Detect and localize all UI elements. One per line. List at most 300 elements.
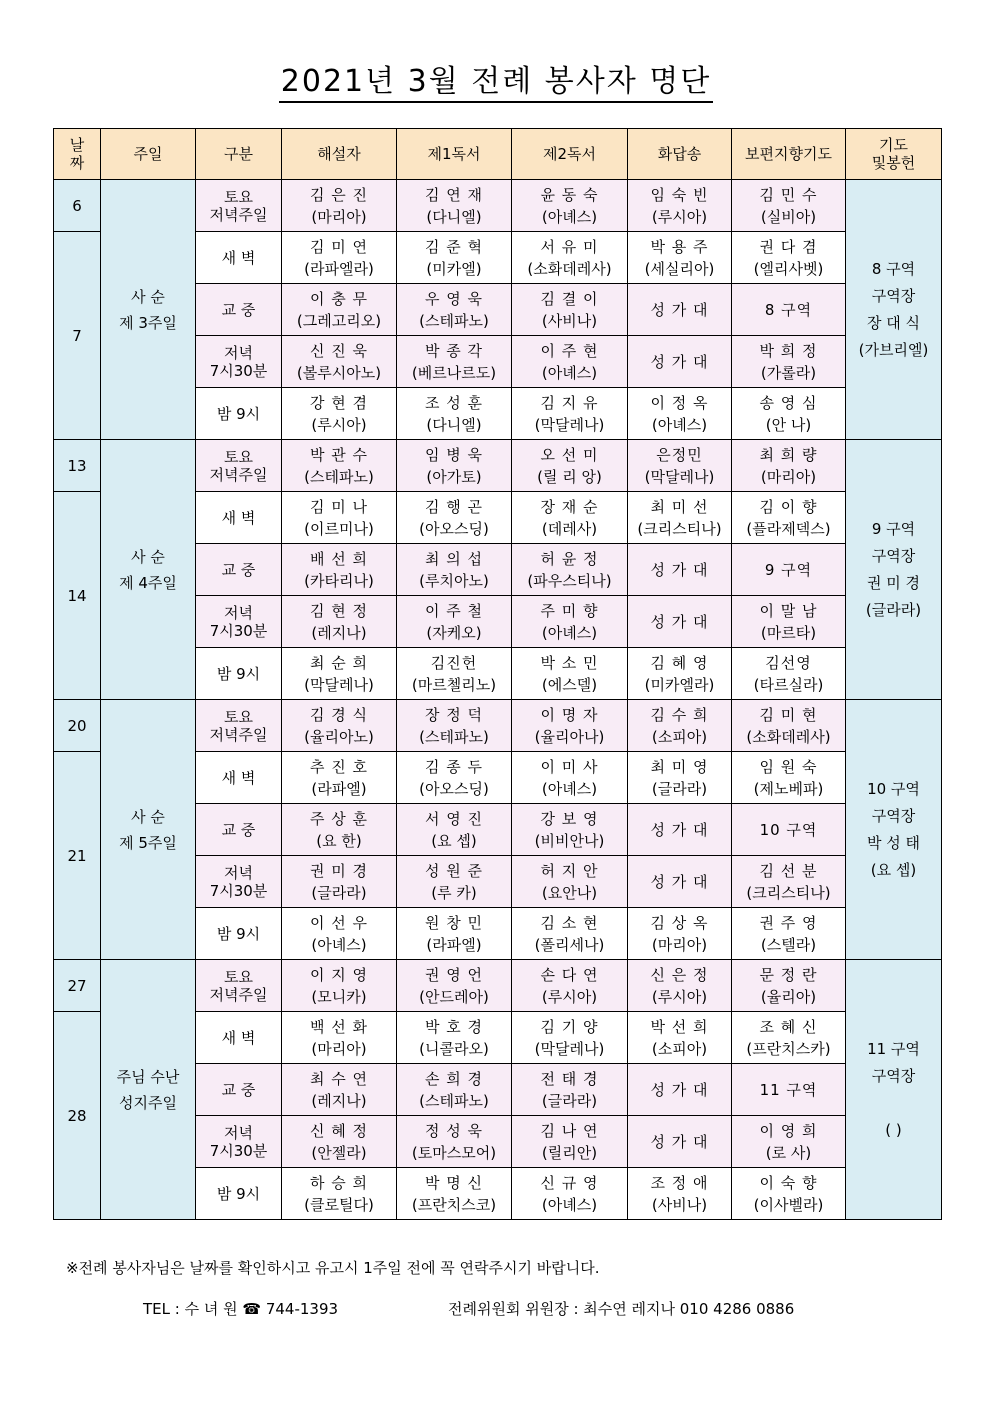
volunteer-name: 김 은 진 (309, 185, 368, 204)
volunteer-name: 성 가 대 (650, 872, 709, 891)
volunteer-name: 성 원 준 (424, 861, 483, 880)
service-time-cell: 새 벽 (196, 752, 282, 804)
volunteer-name: 김선영 (765, 653, 812, 672)
volunteer-cell (512, 856, 628, 908)
volunteer-name: 권 영 언 (424, 965, 483, 984)
baptismal-name: (율리아노) (304, 727, 374, 746)
volunteer-name: 주 미 향 (540, 601, 599, 620)
volunteer-cell (512, 804, 628, 856)
prayer-offering-cell: 11 구역 구역장 ( ) (846, 960, 942, 1220)
service-time-cell: 새 벽 (196, 1012, 282, 1064)
volunteer-cell (628, 908, 732, 960)
baptismal-name: (타르실라) (753, 675, 824, 694)
volunteer-cell (282, 440, 397, 492)
baptismal-name: (미카엘라) (644, 675, 715, 694)
baptismal-name: (스테파노) (419, 1091, 489, 1110)
volunteer-cell (628, 1064, 732, 1116)
volunteer-name: 전 태 경 (540, 1069, 599, 1088)
column-header: 화답송 (628, 129, 732, 180)
baptismal-name: (아녜스) (541, 623, 598, 642)
volunteer-name: 최 미 영 (650, 757, 709, 776)
baptismal-name: (에스델) (541, 675, 598, 694)
baptismal-name: (아오스딩) (419, 779, 489, 798)
baptismal-name: (아녜스) (541, 363, 598, 382)
volunteer-name: 이 충 무 (309, 289, 368, 308)
baptismal-name: (이사벨라) (753, 1195, 824, 1214)
volunteer-name: 김 소 현 (540, 913, 599, 932)
baptismal-name: (플라제덱스) (746, 519, 831, 538)
baptismal-name: (폴리세나) (534, 935, 605, 954)
volunteer-name: 이 정 옥 (650, 393, 709, 412)
date-cell: 13 (54, 440, 101, 492)
header-row (54, 129, 942, 180)
volunteer-name: 김 종 두 (424, 757, 483, 776)
volunteer-cell (628, 440, 732, 492)
baptismal-name: (레지나) (311, 1091, 367, 1110)
volunteer-cell (732, 180, 846, 232)
volunteer-name: 김 선 분 (759, 861, 818, 880)
volunteer-cell (512, 1012, 628, 1064)
baptismal-name: (모니카) (311, 987, 367, 1006)
notice-text: ※전례 봉사자님은 날짜를 확인하시고 유고시 1주일 전에 꼭 연락주시기 바랍니다. (66, 1259, 600, 1277)
table-row (54, 960, 942, 1012)
volunteer-cell (397, 700, 512, 752)
volunteer-name: 김 미 연 (309, 237, 368, 256)
volunteer-name: 김 미 나 (309, 497, 368, 516)
volunteer-name: 11 구역 (759, 1080, 818, 1099)
volunteer-name: 권 주 영 (759, 913, 818, 932)
volunteer-cell (732, 648, 846, 700)
prayer-offering-cell: 9 구역 구역장 권 미 경 (글라라) (846, 440, 942, 700)
volunteer-name: 성 가 대 (650, 300, 709, 319)
volunteer-name: 박 호 경 (424, 1017, 483, 1036)
volunteer-cell (282, 232, 397, 284)
volunteer-cell (628, 596, 732, 648)
volunteer-cell (732, 908, 846, 960)
volunteer-cell (732, 1168, 846, 1220)
baptismal-name: (사비나) (541, 311, 598, 330)
baptismal-name: (아녜스) (651, 415, 708, 434)
table-row (54, 440, 942, 492)
volunteer-name: 김 준 혁 (424, 237, 483, 256)
sunday-name-cell: 사 순 제 3주일 (101, 180, 196, 440)
volunteer-name: 주 상 훈 (309, 809, 368, 828)
baptismal-name: (아오스딩) (419, 519, 489, 538)
roster-table (53, 128, 942, 1220)
volunteer-name: 서 영 진 (424, 809, 483, 828)
baptismal-name: (안드레아) (419, 987, 489, 1006)
volunteer-cell (512, 1116, 628, 1168)
baptismal-name: (마르타) (760, 623, 817, 642)
date-cell: 21 (54, 752, 101, 960)
prayer-offering-cell: 8 구역 구역장 장 대 식 (가브리엘) (846, 180, 942, 440)
baptismal-name: (가롤라) (760, 363, 817, 382)
baptismal-name: (루 카) (431, 883, 477, 902)
baptismal-name: (글라라) (651, 779, 708, 798)
volunteer-cell (397, 856, 512, 908)
baptismal-name: (스테파노) (304, 467, 374, 486)
volunteer-name: 김 결 이 (540, 289, 599, 308)
baptismal-name: (라파엘라) (304, 259, 374, 278)
volunteer-cell (732, 544, 846, 596)
baptismal-name: (라파엘) (311, 779, 367, 798)
baptismal-name: (아녜스) (541, 1195, 598, 1214)
volunteer-name: 허 윤 정 (540, 549, 599, 568)
baptismal-name: (베르나르도) (411, 363, 497, 382)
service-time-cell: 밤 9시 (196, 1168, 282, 1220)
volunteer-cell (732, 804, 846, 856)
volunteer-name: 허 지 안 (540, 861, 599, 880)
baptismal-name: (다니엘) (426, 415, 482, 434)
volunteer-cell (628, 1012, 732, 1064)
volunteer-name: 손 다 연 (540, 965, 599, 984)
volunteer-name: 최 미 선 (650, 497, 709, 516)
baptismal-name: (루시아) (651, 207, 708, 226)
volunteer-name: 김 지 유 (540, 393, 599, 412)
volunteer-cell (282, 388, 397, 440)
volunteer-cell (732, 284, 846, 336)
volunteer-cell (397, 804, 512, 856)
service-time-cell: 새 벽 (196, 232, 282, 284)
volunteer-name: 김 수 희 (650, 705, 709, 724)
baptismal-name: (루시아) (541, 987, 598, 1006)
baptismal-name: (요 셉) (431, 831, 477, 850)
volunteer-cell (732, 960, 846, 1012)
baptismal-name: (크리스티나) (637, 519, 722, 538)
volunteer-cell (397, 960, 512, 1012)
column-header: 구분 (196, 129, 282, 180)
volunteer-cell (282, 648, 397, 700)
volunteer-name: 정 성 욱 (424, 1121, 483, 1140)
baptismal-name: (실비아) (760, 207, 817, 226)
volunteer-cell (732, 440, 846, 492)
volunteer-cell (397, 596, 512, 648)
service-time-cell: 밤 9시 (196, 388, 282, 440)
volunteer-cell (628, 492, 732, 544)
volunteer-cell (732, 232, 846, 284)
volunteer-cell (628, 284, 732, 336)
volunteer-cell (628, 804, 732, 856)
baptismal-name: (비비안나) (534, 831, 605, 850)
baptismal-name: (엘리사벳) (753, 259, 824, 278)
volunteer-name: 송 영 심 (759, 393, 818, 412)
volunteer-cell (282, 180, 397, 232)
volunteer-name: 서 유 미 (540, 237, 599, 256)
volunteer-name: 조 성 훈 (424, 393, 483, 412)
baptismal-name: (클로틸다) (304, 1195, 374, 1214)
volunteer-cell (282, 908, 397, 960)
volunteer-cell (732, 336, 846, 388)
volunteer-cell (512, 388, 628, 440)
date-cell: 14 (54, 492, 101, 700)
volunteer-name: 추 진 호 (309, 757, 368, 776)
baptismal-name: (스텔라) (760, 935, 817, 954)
baptismal-name: (루시아) (311, 415, 367, 434)
volunteer-cell (628, 180, 732, 232)
baptismal-name: (안젤라) (311, 1143, 367, 1162)
service-time-cell: 토요 저녁주일 (196, 960, 282, 1012)
baptismal-name: (파우스티나) (527, 571, 612, 590)
volunteer-name: 조 정 애 (650, 1173, 709, 1192)
volunteer-cell (282, 856, 397, 908)
volunteer-cell (628, 700, 732, 752)
volunteer-name: 신 규 영 (540, 1173, 599, 1192)
column-header: 해설자 (282, 129, 397, 180)
date-cell: 20 (54, 700, 101, 752)
volunteer-cell (732, 492, 846, 544)
baptismal-name: (아녜스) (541, 207, 598, 226)
volunteer-cell (512, 492, 628, 544)
volunteer-name: 원 창 민 (424, 913, 483, 932)
volunteer-name: 8 구역 (764, 300, 813, 319)
date-cell: 27 (54, 960, 101, 1012)
service-time-cell: 저녁 7시30분 (196, 336, 282, 388)
baptismal-name: (소피아) (651, 1039, 708, 1058)
baptismal-name: (막달레나) (534, 415, 605, 434)
volunteer-cell (397, 284, 512, 336)
baptismal-name: (아녜스) (541, 779, 598, 798)
volunteer-cell (397, 752, 512, 804)
volunteer-cell (282, 804, 397, 856)
service-time-cell: 저녁 7시30분 (196, 856, 282, 908)
volunteer-cell (397, 1064, 512, 1116)
volunteer-name: 김 이 향 (759, 497, 818, 516)
volunteer-name: 10 구역 (759, 820, 818, 839)
column-header: 기도 및봉헌 (846, 129, 942, 180)
volunteer-name: 우 영 욱 (424, 289, 483, 308)
volunteer-name: 김 미 현 (759, 705, 818, 724)
volunteer-cell (397, 1012, 512, 1064)
volunteer-name: 최 의 섭 (424, 549, 483, 568)
baptismal-name: (사비나) (651, 1195, 708, 1214)
service-time-cell: 토요 저녁주일 (196, 700, 282, 752)
volunteer-cell (628, 232, 732, 284)
volunteer-name: 이 주 철 (424, 601, 483, 620)
volunteer-cell (512, 1168, 628, 1220)
column-header: 주일 (101, 129, 196, 180)
volunteer-name: 강 보 영 (540, 809, 599, 828)
volunteer-cell (282, 492, 397, 544)
baptismal-name: (크리스티나) (746, 883, 831, 902)
baptismal-name: (볼루시아노) (296, 363, 382, 382)
volunteer-cell (282, 284, 397, 336)
volunteer-cell (512, 336, 628, 388)
service-time-cell: 밤 9시 (196, 908, 282, 960)
volunteer-name: 박 종 각 (424, 341, 483, 360)
volunteer-cell (512, 700, 628, 752)
service-time-cell: 저녁 7시30분 (196, 596, 282, 648)
volunteer-name: 김 기 양 (540, 1017, 599, 1036)
volunteer-cell (282, 544, 397, 596)
volunteer-name: 박 소 민 (540, 653, 599, 672)
service-time-cell: 새 벽 (196, 492, 282, 544)
baptismal-name: (프란치스코) (411, 1195, 497, 1214)
volunteer-name: 성 가 대 (650, 1080, 709, 1099)
volunteer-name: 이 미 사 (540, 757, 599, 776)
volunteer-name: 성 가 대 (650, 1132, 709, 1151)
volunteer-name: 박 관 수 (309, 445, 368, 464)
date-cell: 7 (54, 232, 101, 440)
volunteer-cell (282, 752, 397, 804)
volunteer-cell (512, 908, 628, 960)
baptismal-name: (마리아) (311, 1039, 367, 1058)
volunteer-name: 최 희 량 (759, 445, 818, 464)
volunteer-name: 이 영 희 (759, 1121, 818, 1140)
volunteer-name: 장 정 덕 (424, 705, 483, 724)
sunday-name-cell: 사 순 제 4주일 (101, 440, 196, 700)
volunteer-name: 이 숙 향 (759, 1173, 818, 1192)
baptismal-name: (니콜라오) (419, 1039, 489, 1058)
volunteer-cell (512, 232, 628, 284)
volunteer-name: 오 선 미 (540, 445, 599, 464)
baptismal-name: (제노베파) (753, 779, 824, 798)
volunteer-name: 성 가 대 (650, 352, 709, 371)
baptismal-name: (릴리안) (541, 1143, 598, 1162)
volunteer-cell (628, 1116, 732, 1168)
table-row (54, 700, 942, 752)
volunteer-cell (512, 960, 628, 1012)
volunteer-cell (397, 1116, 512, 1168)
volunteer-cell (397, 492, 512, 544)
sunday-name-cell: 사 순 제 5주일 (101, 700, 196, 960)
contact-tel: TEL : 수 녀 원 ☎ 744-1393 (143, 1300, 339, 1318)
volunteer-cell (282, 336, 397, 388)
volunteer-name: 박 희 정 (759, 341, 818, 360)
baptismal-name: (아가토) (426, 467, 482, 486)
volunteer-name: 박 용 주 (650, 237, 709, 256)
volunteer-name: 김 연 재 (424, 185, 483, 204)
baptismal-name: (마르첼리노) (411, 675, 497, 694)
volunteer-cell (732, 1012, 846, 1064)
baptismal-name: (자케오) (426, 623, 482, 642)
baptismal-name: (율리아나) (534, 727, 605, 746)
volunteer-name: 권 다 겸 (759, 237, 818, 256)
baptismal-name: (요안나) (541, 883, 598, 902)
baptismal-name: (막달레나) (304, 675, 374, 694)
volunteer-cell (628, 752, 732, 804)
committee-chair-contact: 전례위원회 위원장 : 최수연 레지나 010 4286 0886 (448, 1300, 795, 1318)
volunteer-name: 성 가 대 (650, 820, 709, 839)
baptismal-name: (다니엘) (426, 207, 482, 226)
column-header: 제1독서 (397, 129, 512, 180)
baptismal-name: (프란치스카) (746, 1039, 831, 1058)
baptismal-name: (글라라) (541, 1091, 598, 1110)
volunteer-name: 이 선 우 (309, 913, 368, 932)
volunteer-cell (512, 596, 628, 648)
baptismal-name: (이르미나) (304, 519, 374, 538)
volunteer-cell (512, 544, 628, 596)
volunteer-cell (282, 700, 397, 752)
baptismal-name: (토마스모어) (411, 1143, 497, 1162)
volunteer-name: 문 정 란 (759, 965, 818, 984)
volunteer-name: 김 나 연 (540, 1121, 599, 1140)
volunteer-cell (732, 856, 846, 908)
volunteer-cell (512, 284, 628, 336)
volunteer-name: 김진헌 (430, 653, 478, 672)
volunteer-name: 신 은 정 (650, 965, 709, 984)
service-time-cell: 교 중 (196, 804, 282, 856)
baptismal-name: (레지나) (311, 623, 367, 642)
baptismal-name: (막달레나) (534, 1039, 605, 1058)
volunteer-cell (282, 596, 397, 648)
sunday-name-cell: 주님 수난 성지주일 (101, 960, 196, 1220)
volunteer-name: 이 명 자 (540, 705, 599, 724)
volunteer-name: 박 선 희 (650, 1017, 709, 1036)
volunteer-cell (512, 440, 628, 492)
volunteer-cell (512, 752, 628, 804)
volunteer-cell (397, 648, 512, 700)
service-time-cell: 토요 저녁주일 (196, 180, 282, 232)
volunteer-cell (732, 388, 846, 440)
volunteer-cell (282, 1168, 397, 1220)
volunteer-name: 김 혜 영 (650, 653, 709, 672)
volunteer-cell (732, 752, 846, 804)
column-header: 날 짜 (54, 129, 101, 180)
volunteer-name: 윤 동 숙 (540, 185, 599, 204)
volunteer-name: 이 말 남 (759, 601, 818, 620)
baptismal-name: (글라라) (311, 883, 367, 902)
volunteer-cell (282, 1064, 397, 1116)
volunteer-cell (397, 232, 512, 284)
baptismal-name: (안 나) (765, 415, 812, 434)
date-cell: 6 (54, 180, 101, 232)
baptismal-name: (마리아) (311, 207, 367, 226)
service-time-cell: 교 중 (196, 284, 282, 336)
volunteer-cell (397, 336, 512, 388)
volunteer-name: 김 민 수 (759, 185, 818, 204)
volunteer-name: 성 가 대 (650, 612, 709, 631)
baptismal-name: (라파엘) (426, 935, 482, 954)
volunteer-cell (732, 1116, 846, 1168)
volunteer-name: 이 주 현 (540, 341, 599, 360)
volunteer-name: 배 선 희 (309, 549, 368, 568)
baptismal-name: (릴 리 앙) (537, 467, 602, 486)
volunteer-name: 김 행 곤 (424, 497, 483, 516)
baptismal-name: (스테파노) (419, 727, 489, 746)
volunteer-name: 하 승 희 (309, 1173, 368, 1192)
service-time-cell: 교 중 (196, 544, 282, 596)
volunteer-cell (397, 180, 512, 232)
volunteer-cell (512, 180, 628, 232)
page-title: 2021년 3월 전례 봉사자 명단 (0, 56, 992, 100)
volunteer-cell (628, 336, 732, 388)
volunteer-name: 최 순 희 (309, 653, 368, 672)
volunteer-cell (628, 544, 732, 596)
volunteer-name: 성 가 대 (650, 560, 709, 579)
baptismal-name: (그레고리오) (296, 311, 382, 330)
baptismal-name: (막달레나) (644, 467, 715, 486)
service-time-cell: 저녁 7시30분 (196, 1116, 282, 1168)
baptismal-name: (카타리나) (304, 571, 374, 590)
baptismal-name: (마리아) (651, 935, 708, 954)
volunteer-cell (282, 1012, 397, 1064)
service-time-cell: 밤 9시 (196, 648, 282, 700)
volunteer-cell (397, 1168, 512, 1220)
volunteer-name: 강 현 겸 (309, 393, 368, 412)
volunteer-cell (732, 700, 846, 752)
volunteer-cell (397, 908, 512, 960)
volunteer-cell (628, 1168, 732, 1220)
baptismal-name: (미카엘) (426, 259, 482, 278)
volunteer-cell (628, 388, 732, 440)
volunteer-name: 임 병 욱 (424, 445, 483, 464)
column-header: 보편지향기도 (732, 129, 846, 180)
volunteer-cell (397, 544, 512, 596)
baptismal-name: (데레사) (541, 519, 598, 538)
volunteer-name: 권 미 경 (309, 861, 368, 880)
baptismal-name: (소화데레사) (527, 259, 612, 278)
service-time-cell: 교 중 (196, 1064, 282, 1116)
